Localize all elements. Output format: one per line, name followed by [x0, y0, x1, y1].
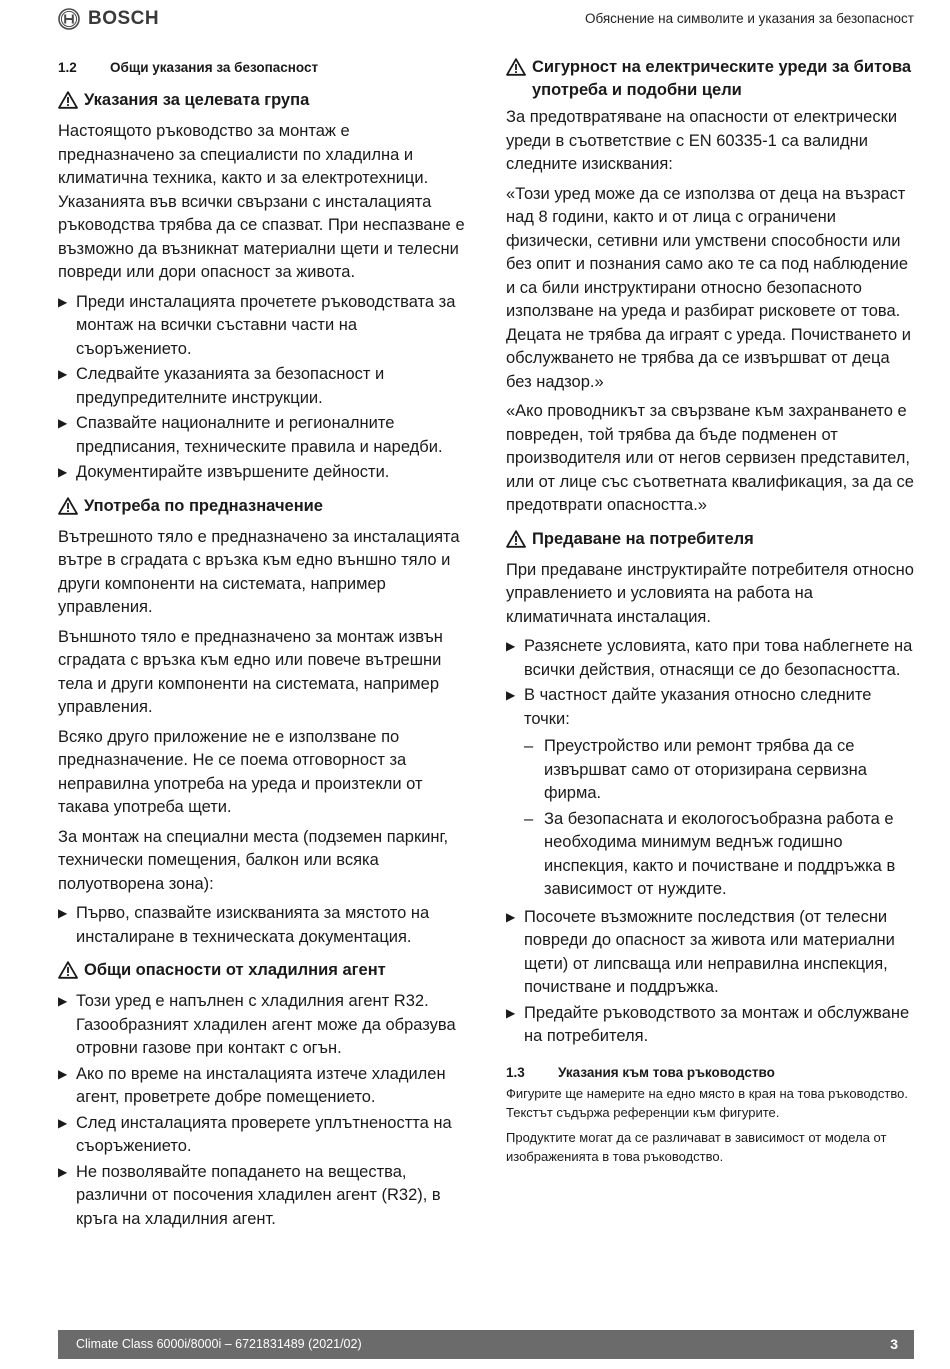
list-item: – Преустройство или ремонт трябва да се извършват само от оторизирана сервизна фирма. [524, 735, 916, 806]
list-item: ▶ Ако по време на инсталацията изтече хладилен агент, проветрете добре помещението. [58, 1063, 468, 1110]
list-item: – За безопасната и екологосъобразна работа е необходима минимум веднъж годишно инспекция, както и почистване и поддръжка в зависимост от нуждите. [524, 808, 916, 902]
warning-triangle-icon [58, 497, 78, 515]
list-item: ▶ Този уред е напълнен с хладилния агент R32. Газообразният хладилен агент може да образува отровни газове при контакт с огън. [58, 990, 468, 1061]
triangle-bullet-icon: ▶ [58, 1164, 68, 1179]
bullet-list [58, 291, 468, 485]
list-item: ▶ Не позволявайте попадането на вещества, различни от посочения хладилен агент (R32), в кръга на хладилния агент. [58, 1161, 468, 1232]
section-number: 1.2 [58, 60, 77, 75]
list-item: ▶ Предайте ръководството за монтаж и обслужване на потребителя. [506, 1002, 916, 1049]
footer-document-info: Climate Class 6000i/8000i – 6721831489 (2021/02) [76, 1337, 362, 1351]
paragraph: «Ако проводникът за свързване към захранването е повреден, той трябва да бъде подменен от производителя или от негов сервизен представител, или от лице със съответната квалификация, за да се предотврати опасността.» [506, 402, 914, 514]
paragraph: Външното тяло е предназначено за монтаж извън сградата с връзка към едно или повече вътрешни тела и други компоненти на системата, например управления. [58, 627, 443, 716]
bosch-armature-icon [58, 8, 80, 30]
list-item: ▶ Разяснете условията, като при това наблегнете на всички действия, отнасящи се до безопасността. [506, 635, 916, 682]
triangle-bullet-icon: ▶ [58, 994, 68, 1008]
list-item: ▶ В частност дайте указания относно следните точки: [506, 684, 916, 731]
heading-electrical-safety: Сигурност на електрическите уреди за битова употреба и подобни цели [506, 56, 916, 102]
list-item: ▶ Спазвайте националните и регионалните предписания, техническите правила и наредби. [58, 412, 468, 459]
section-heading-1-3 [506, 1065, 916, 1080]
triangle-bullet-icon: ▶ [58, 906, 68, 920]
bullet-list [506, 635, 916, 731]
list-item: ▶ След инсталацията проверете уплътнеността на съоръжението. [58, 1112, 468, 1159]
paragraph: Вътрешното тяло е предназначено за инсталацията вътре в сградата с връзка към едно външно тяло и други компоненти на системата, например управления. [58, 527, 460, 616]
heading-handover: Предаване на потребителя [506, 528, 916, 555]
triangle-bullet-icon: ▶ [58, 294, 68, 309]
list-item: ▶ Първо, спазвайте изискванията за мястото на инсталиране в техническата документация. [58, 902, 468, 949]
bullet-list [506, 906, 916, 1049]
heading-refrigerant-dangers: Общи опасности от хладилния агент [58, 959, 468, 986]
list-item: ▶ Документирайте извършените дейности. [58, 461, 468, 485]
warning-triangle-icon [506, 58, 526, 76]
list-item: ▶ Посочете възможните последствия (от телесни повреди до опасност за живота или материални щети) от липсваща или неправилна инспекция, почистване и поддръжка. [506, 906, 916, 1000]
header-title: Обяснение на символите и указания за безопасност [584, 11, 914, 26]
triangle-bullet-icon: ▶ [506, 688, 516, 702]
triangle-bullet-icon: ▶ [506, 909, 516, 924]
bosch-logo [58, 8, 159, 30]
brand-name: BOSCH [88, 8, 160, 29]
warning-triangle-icon [506, 530, 526, 548]
dash-marker: – [524, 737, 534, 755]
section-title: Указания към това ръководство [558, 1064, 775, 1080]
paragraph: Фигурите ще намерите на едно място в края на това ръководство. Текстът съдържа референции към фигурите. [506, 1085, 908, 1120]
bullet-list [58, 990, 468, 1231]
dash-list [524, 735, 916, 902]
section-title: Общи указания за безопасност [110, 60, 319, 75]
triangle-bullet-icon: ▶ [58, 1066, 68, 1081]
list-item: ▶ Следвайте указанията за безопасност и предупредителните инструкции. [58, 363, 468, 410]
paragraph: Продуктите могат да се различават в зависимост от модела от изображенията в това ръководство. [506, 1129, 887, 1164]
warning-triangle-icon [58, 961, 78, 979]
dash-marker: – [524, 809, 534, 828]
triangle-bullet-icon: ▶ [58, 465, 68, 479]
bullet-list [58, 902, 468, 949]
page-footer [58, 1330, 914, 1359]
section-heading-1-2 [58, 60, 468, 75]
warning-triangle-icon [58, 91, 78, 109]
paragraph: За монтаж на специални места (подземен паркинг, технически помещения, балкон или всяка полуотворена зона): [58, 827, 449, 893]
left-column [58, 56, 468, 1235]
triangle-bullet-icon: ▶ [506, 1005, 516, 1020]
triangle-bullet-icon: ▶ [58, 1115, 68, 1130]
paragraph: При предаване инструктирайте потребителя относно управлението и условията на работа на климатичната инсталация. [506, 560, 914, 626]
section-number: 1.3 [506, 1064, 525, 1080]
triangle-bullet-icon: ▶ [58, 367, 68, 381]
heading-target-group: Указания за целевата група [58, 89, 468, 116]
heading-intended-use: Употреба по предназначение [58, 495, 468, 522]
paragraph: Настоящото ръководство за монтаж е предназначено за специалисти по хладилна и климатична техника, както и за електротехници. Указанията във всички свързани с инсталацията ръководства трябва да се спазват. При неспазване е възможно да възникнат материални щети и телесни повреди или дори опасност за живота. [58, 122, 465, 281]
triangle-bullet-icon: ▶ [58, 416, 68, 430]
page-number: 3 [890, 1336, 898, 1352]
list-item: ▶ Преди инсталацията прочетете ръководствата за монтаж на всички съставни части на съоръжението. [58, 291, 468, 362]
paragraph: За предотвратяване на опасности от електрически уреди в съответствие с EN 60335-1 са валидни следните изисквания: [506, 108, 898, 173]
page-header [0, 0, 950, 40]
right-column [506, 56, 916, 1172]
triangle-bullet-icon: ▶ [506, 639, 516, 653]
paragraph: Всяко друго приложение не е използване по предназначение. Не се поема отговорност за неправилна употреба на уреда и произтекли от такава употреба щети. [58, 727, 423, 816]
paragraph: «Този уред може да се използва от деца на възраст над 8 години, както и от лица с ограничени физически, сетивни или умствени способности или без опит и познания само ако те са под наблюдение и са били инструктирани относно безопасното използване на уреда и разбират рисковете от това. Децата не трябва да играят с уреда. Почистването и обслужването не трябва да се извършват от деца без надзор.» [506, 184, 911, 391]
